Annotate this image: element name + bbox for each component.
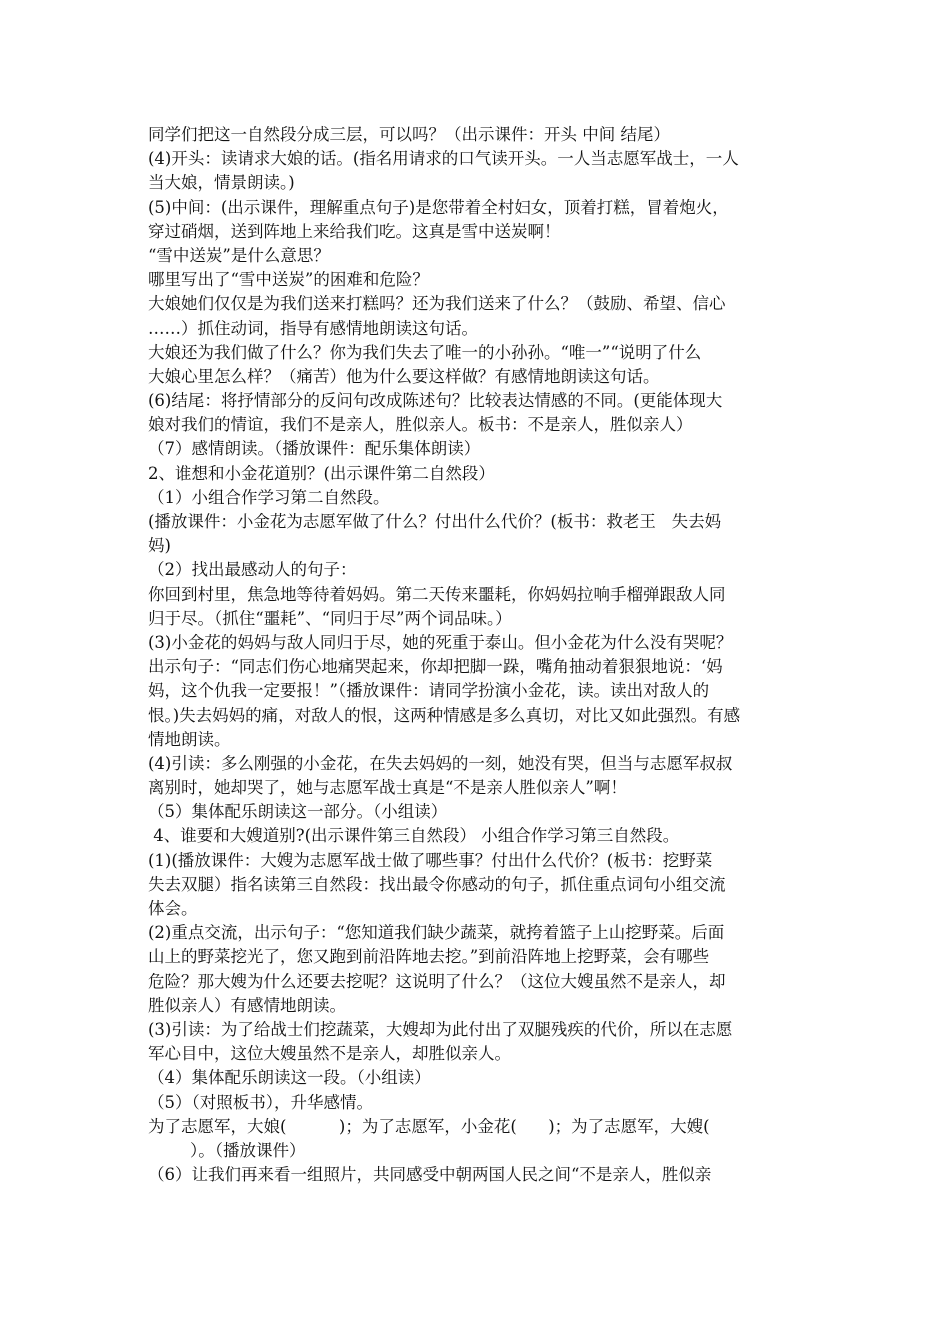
text-line: 2、谁想和小金花道别？(出示课件第二自然段） (148, 463, 495, 483)
text-line: (5)中间：(出示课件，理解重点句子)是您带着全村妇女，顶着打糕，冒着炮火， (148, 197, 729, 217)
text-line: （6）让我们再来看一组照片，共同感受中朝两国人民之间“不是亲人，胜似亲 (148, 1165, 712, 1185)
text-line: 娘对我们的情谊，我们不是亲人，胜似亲人。板书：不是亲人，胜似亲人） (148, 415, 693, 435)
text-line: （7）感情朗读。（播放课件：配乐集体朗读） (148, 439, 481, 459)
text-line: 归于尽。（抓住“噩耗”、“同归于尽”两个词品味。） (148, 608, 512, 628)
text-line: 离别时，她却哭了，她与志愿军战士真是“不是亲人胜似亲人”啊！ (148, 778, 627, 798)
text-line: 你回到村里，焦急地等待着妈妈。第二天传来噩耗，你妈妈拉响手榴弹跟敌人同 (148, 584, 726, 604)
text-line: 胜似亲人）有感情地朗读。 (148, 995, 346, 1015)
text-line: 失去双腿）指名读第三自然段：找出最令你感动的句子，抓住重点词句小组交流 (148, 874, 726, 894)
text-line: (4)开头：读请求大娘的话。(指名用请求的口气读开头。一人当志愿军战士，一人 (148, 149, 739, 169)
text-line: 大娘还为我们做了什么？你为我们失去了唯一的小孙孙。“唯一”“说明了什么 (148, 342, 702, 362)
text-line: (3)引读：为了给战士们挖蔬菜，大嫂却为此付出了双腿残疾的代价，所以在志愿 (148, 1019, 733, 1039)
text-line: 妈，这个仇我一定要报！”（播放课件：请同学扮演小金花，读。读出对敌人的 (148, 681, 710, 701)
text-line: ）。（播放课件） (148, 1140, 306, 1160)
text-line: ……）抓住动词，指导有感情地朗读这句话。 (148, 318, 478, 338)
text-line: 大娘心里怎么样？（痛苦）他为什么要这样做？有感情地朗读这句话。 (148, 366, 660, 386)
text-line: 出示句子：“同志们伤心地痛哭起来，你却把脚一跺，嘴角抽动着狠狠地说：‘妈 (148, 657, 723, 677)
text-line: 体会。 (148, 899, 198, 918)
text-line: 哪里写出了“雪中送炭”的困难和危险？ (148, 270, 429, 290)
text-line: (1)(播放课件：大嫂为志愿军战士做了哪些事？付出什么代价？(板书：挖野菜 (148, 850, 713, 870)
text-line: （4）集体配乐朗读这一段。（小组读） (148, 1068, 431, 1088)
text-line: 4、谁要和大嫂道别?(出示课件第三自然段） 小组合作学习第三自然段。 (148, 826, 680, 846)
text-line: 军心目中，这位大嫂虽然不是亲人，却胜似亲人。 (148, 1044, 511, 1064)
text-line: 情地朗读。 (148, 729, 231, 749)
text-line: 山上的野菜挖光了，您又跑到前沿阵地去挖。”到前沿阵地上挖野菜，会有哪些 (148, 947, 710, 967)
text-line: （5）集体配乐朗读这一部分。（小组读） (148, 802, 448, 822)
text-line: 恨。)失去妈妈的痛，对敌人的恨，这两种情感是多么真切，对比又如此强烈。有感 (148, 705, 741, 725)
text-line: （1）小组合作学习第二自然段。 (148, 487, 390, 507)
text-line: 大娘她们仅仅是为我们送来打糕吗？还为我们送来了什么？（鼓励、希望、信心 (148, 294, 726, 314)
text-line: 危险？那大嫂为什么还要去挖呢？这说明了什么？（这位大嫂虽然不是亲人，却 (148, 971, 726, 991)
text-line: “雪中送炭”是什么意思？ (148, 245, 330, 265)
text-line: 穿过硝烟，送到阵地上来给我们吃。这真是雪中送炭啊！ (148, 221, 561, 241)
text-line: (3)小金花的妈妈与敌人同归于尽，她的死重于泰山。但小金花为什么没有哭呢？ (148, 632, 733, 652)
text-line: (播放课件：小金花为志愿军做了什么？付出什么代价？(板书：救老王 失去妈 (148, 512, 722, 531)
text-line: (4)引读：多么刚强的小金花，在失去妈妈的一刻，她没有哭，但当与志愿军叔叔 (148, 753, 733, 773)
text-line: 当大娘，情景朗读。) (148, 173, 295, 193)
text-line: (6)结尾：将抒情部分的反问句改成陈述句？比较表达情感的不同。(更能体现大 (148, 391, 723, 411)
text-line: 为了志愿军，大娘( )；为了志愿军，小金花( )；为了志愿军，大嫂( (148, 1116, 710, 1136)
text-line: （2）找出最感动人的句子： (148, 560, 357, 580)
text-line: (2)重点交流，出示句子：“您知道我们缺少蔬菜，就挎着篮子上山挖野菜。后面 (148, 923, 725, 943)
text-line: 同学们把这一自然段分成三层，可以吗？（出示课件：开头 中间 结尾） (148, 125, 670, 144)
text-line: 妈) (148, 536, 171, 556)
document-body (148, 123, 818, 1187)
text-line: （5）（对照板书），升华感情。 (148, 1092, 373, 1112)
